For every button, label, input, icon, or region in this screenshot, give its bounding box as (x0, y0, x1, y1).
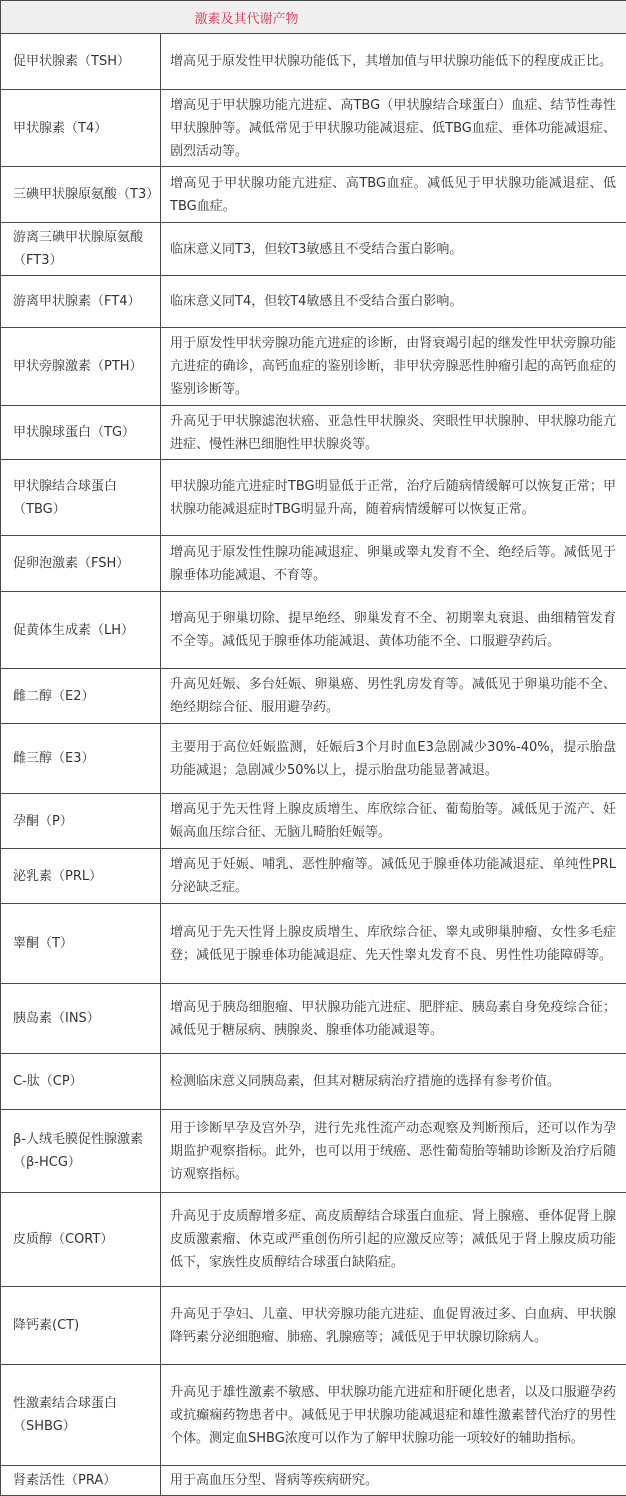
hormone-name: 甲状腺结合球蛋白（TBG） (1, 460, 161, 536)
hormone-name: 降钙素(CT) (1, 1287, 161, 1365)
table-row (1, 460, 626, 536)
hormone-name: 促卵泡激素（FSH） (1, 536, 161, 592)
table-title: 激素及其代谢产物 (195, 12, 299, 27)
clinical-significance: 增高见于妊娠、哺乳、恶性肿瘤等。减低见于腺垂体功能减退症、单纯性PRL分泌缺乏症。 (161, 849, 626, 904)
table-row (1, 1287, 626, 1365)
table-row (1, 724, 626, 794)
hormone-name: 甲状腺球蛋白（TG） (1, 406, 161, 460)
hormone-name: 雌二醇（E2） (1, 669, 161, 724)
table-row (1, 794, 626, 849)
clinical-significance: 增高见于甲状腺功能亢进症、高TBG血症。减低见于甲状腺功能减退症、低TBG血症。 (161, 167, 626, 223)
table-row (1, 1054, 626, 1110)
clinical-significance: 临床意义同T4，但较T4敏感且不受结合蛋白影响。 (161, 276, 626, 328)
clinical-significance: 甲状腺功能亢进症时TBG明显低于正常，治疗后随病情缓解可以恢复正常；甲状腺功能减退症时TBG明显升高，随着病情缓解可以恢复正常。 (161, 460, 626, 536)
clinical-significance: 增高见于卵巢切除、提早绝经、卵巢发育不全、初期睾丸衰退、曲细精管发育不全等。减低见于腺垂体功能减退、黄体功能不全、口服避孕药后。 (161, 592, 626, 669)
clinical-significance: 增高见于先天性肾上腺皮质增生、库欣综合征、葡萄胎等。减低见于流产、妊娠高血压综合征、无脑儿畸胎妊娠等。 (161, 794, 626, 849)
hormone-name: 游离甲状腺素（FT4） (1, 276, 161, 328)
hormone-name: 泌乳素（PRL） (1, 849, 161, 904)
table-row (1, 276, 626, 328)
clinical-significance: 升高见于孕妇、儿童、甲状旁腺功能亢进症、血促胃液过多、白血病、甲状腺降钙素分泌细胞瘤、肺癌、乳腺癌等；减低见于甲状腺切除病人。 (161, 1287, 626, 1365)
hormone-name: 睾酮（T） (1, 904, 161, 984)
hormone-name: 胰岛素（INS） (1, 984, 161, 1054)
clinical-significance: 增高见于先天性肾上腺皮质增生、库欣综合征、睾丸或卵巢肿瘤、女性多毛症登；减低见于腺垂体功能减退症、先天性睾丸发育不良、男性性功能障碍等。 (161, 904, 626, 984)
clinical-significance: 升高见于甲状腺滤泡状癌、亚急性甲状腺炎、突眼性甲状腺肿、甲状腺功能亢进症、慢性淋巴细胞性甲状腺炎等。 (161, 406, 626, 460)
hormone-name: β-人绒毛膜促性腺激素（β-HCG） (1, 1110, 161, 1193)
hormone-name: 肾素活性（PRA） (1, 1466, 161, 1496)
table-row (1, 223, 626, 276)
table-row (1, 328, 626, 406)
table-title-cell (1, 1, 626, 34)
clinical-significance: 临床意义同T3，但较T3敏感且不受结合蛋白影响。 (161, 223, 626, 276)
hormone-name: 游离三碘甲状腺原氨酸（FT3） (1, 223, 161, 276)
table-row (1, 904, 626, 984)
hormone-name: 甲状旁腺激素（PTH） (1, 328, 161, 406)
clinical-significance: 用于诊断早孕及宫外孕，进行先兆性流产动态观察及判断预后，还可以作为孕期监护观察指标。此外，也可以用于绒癌、恶性葡萄胎等辅助诊断及治疗后随访观察指标。 (161, 1110, 626, 1193)
hormone-name: 促黄体生成素（LH） (1, 592, 161, 669)
table-row (1, 592, 626, 669)
clinical-significance: 升高见于雄性激素不敏感、甲状腺功能亢进症和肝硬化患者，以及口服避孕药或抗癫痫药物患者中。减低见于甲状腺功能减退症和雄性激素替代治疗的男性个体。测定血SHBG浓度可以作为了解甲状腺功能一项较好的辅助指标。 (161, 1365, 626, 1466)
clinical-significance: 用于原发性甲状旁腺功能亢进症的诊断，由肾衰竭引起的继发性甲状旁腺功能亢进症的确诊，高钙血症的鉴别诊断，非甲状旁腺恶性肿瘤引起的高钙血症的鉴别诊断等。 (161, 328, 626, 406)
hormone-name: 皮质醇（CORT） (1, 1193, 161, 1287)
clinical-significance: 增高见于甲状腺功能亢进症、高TBG（甲状腺结合球蛋白）血症、结节性毒性甲状腺肿等。减低常见于甲状腺功能减退症、低TBG血症、垂体功能减退症、剧烈活动等。 (161, 90, 626, 167)
table-row (1, 90, 626, 167)
clinical-significance: 用于高血压分型、肾病等疾病研究。 (161, 1466, 626, 1496)
hormone-name: 孕酮（P） (1, 794, 161, 849)
table-row (1, 669, 626, 724)
clinical-significance: 增高见于原发性甲状腺功能低下，其增加值与甲状腺功能低下的程度成正比。 (161, 34, 626, 90)
hormone-name: 雌三醇（E3） (1, 724, 161, 794)
clinical-significance: 增高见于胰岛细胞瘤、甲状腺功能亢进症、肥胖症、胰岛素自身免疫综合征；减低见于糖尿病、胰腺炎、腺垂体功能减退等。 (161, 984, 626, 1054)
table-row (1, 536, 626, 592)
table-row (1, 406, 626, 460)
hormone-name: 甲状腺素（T4） (1, 90, 161, 167)
table-header-row (1, 1, 626, 34)
hormone-name: 性激素结合球蛋白（SHBG） (1, 1365, 161, 1466)
hormone-name: 三碘甲状腺原氨酸（T3） (1, 167, 161, 223)
clinical-significance: 主要用于高位妊娠监测，妊娠后3个月时血E3急剧减少30%-40%，提示胎盘功能减退；急剧减少50%以上，提示胎盘功能显著减退。 (161, 724, 626, 794)
table-row (1, 1193, 626, 1287)
clinical-significance: 检测临床意义同胰岛素，但其对糖尿病治疗措施的选择有参考价值。 (161, 1054, 626, 1110)
table-row (1, 849, 626, 904)
table-row (1, 34, 626, 90)
hormone-name: 促甲状腺素（TSH） (1, 34, 161, 90)
hormone-name: C-肽（CP） (1, 1054, 161, 1110)
clinical-significance: 升高见于皮质醇增多症、高皮质醇结合球蛋白血症、肾上腺癌、垂体促肾上腺皮质激素瘤、休克或严重创伤所引起的应激反应等；减低见于肾上腺皮质功能低下，家族性皮质醇结合球蛋白缺陷症。 (161, 1193, 626, 1287)
table-row (1, 1110, 626, 1193)
table-row (1, 167, 626, 223)
table-row (1, 1365, 626, 1466)
clinical-significance: 升高见妊娠、多台妊娠、卵巢癌、男性乳房发育等。减低见于卵巢功能不全、绝经期综合征、服用避孕药。 (161, 669, 626, 724)
table-row (1, 984, 626, 1054)
table-row (1, 1466, 626, 1496)
clinical-significance: 增高见于原发性性腺功能减退症、卵巢或睾丸发育不全、绝经后等。减低见于腺垂体功能减退、不育等。 (161, 536, 626, 592)
